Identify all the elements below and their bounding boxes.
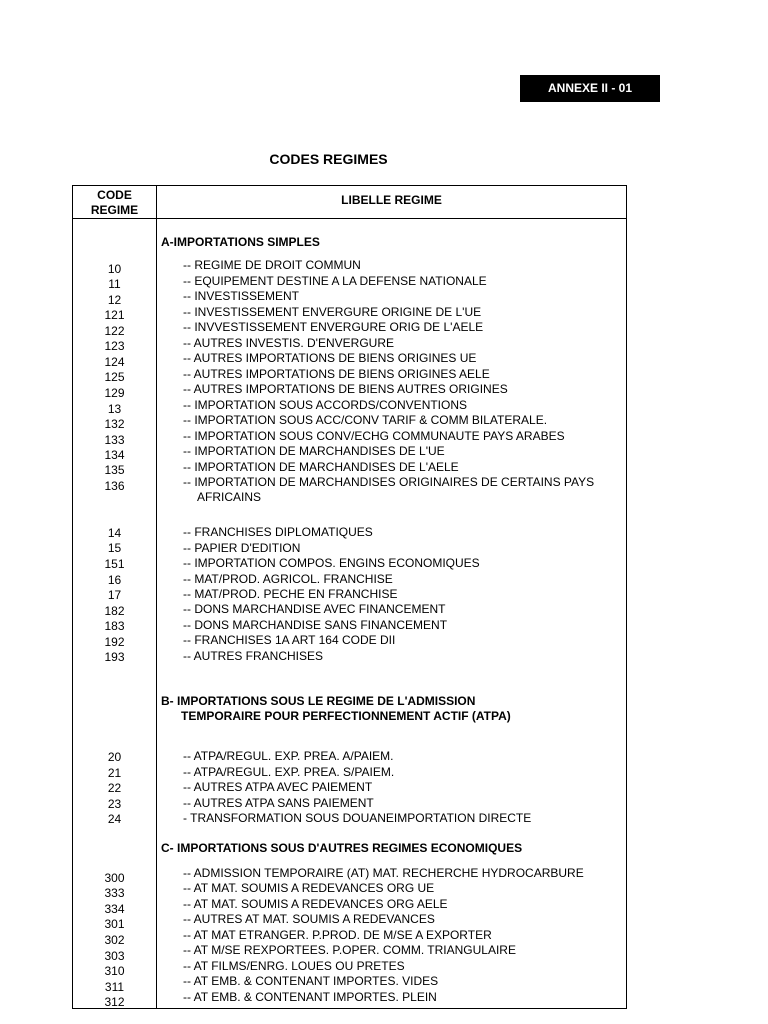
regime-code: 312 [104,995,125,1009]
regime-label [183,749,623,764]
regime-code: 24 [107,812,122,826]
header-code-line2: REGIME [90,203,139,217]
regime-code: 300 [104,871,125,885]
regime-code: 132 [104,417,125,431]
regime-label [183,602,623,617]
header-divider [73,218,626,219]
column-divider [156,186,157,1008]
regime-label-text: -- AT FILMS/ENRG. LOUES OU PRETES [183,959,405,973]
regime-label-text: -- AUTRES IMPORTATIONS DE BIENS ORIGINES UE [183,351,477,365]
regime-label-text: -- AUTRES AT MAT. SOUMIS A REDEVANCES [183,912,435,926]
regime-code: 21 [107,766,122,780]
regime-label-continuation: AFRICAINS [197,490,262,504]
regime-label-text: -- AT MAT ETRANGER. P.PROD. DE M/SE A EXPORTER [183,928,492,942]
regime-label [183,444,623,459]
regime-code: 136 [104,479,125,493]
regime-code: 15 [107,541,122,555]
regime-code: 123 [104,339,125,353]
regime-label-text: -- IMPORTATION SOUS ACC/CONV TARIF & COMM BILATERALE. [183,413,548,427]
regime-label-text: -- IMPORTATION COMPOS. ENGINS ECONOMIQUES [183,556,480,570]
regime-label-text: -- AT MAT. SOUMIS A REDEVANCES ORG UE [183,881,435,895]
section-title-c [161,841,522,856]
regime-code: 193 [104,650,125,664]
regime-label-text: -- REGIME DE DROIT COMMUN [183,258,361,272]
regime-label-text: -- ATPA/REGUL. EXP. PREA. A/PAIEM. [183,749,394,763]
regime-code: 311 [104,980,125,994]
regime-label [183,572,623,587]
regime-label-text: -- INVVESTISSEMENT ENVERGURE ORIG DE L'AELE [183,320,484,334]
section-title-b [161,694,511,724]
section-b-line1: B- IMPORTATIONS SOUS LE REGIME DE L'ADMISSION [161,694,476,708]
regime-label [183,943,623,958]
regime-label-text: -- INVESTISSEMENT [183,289,300,303]
regime-label-text: -- IMPORTATION DE MARCHANDISES DE L'UE [183,444,445,458]
regime-code: 11 [108,277,121,291]
regime-code: 16 [107,573,122,587]
regime-label-text: -- AT EMB. & CONTENANT IMPORTES. PLEIN [183,990,437,1004]
regime-code: 124 [104,355,125,369]
regime-code: 192 [104,635,125,649]
regime-label-text: -- AUTRES ATPA SANS PAIEMENT [183,796,374,810]
regime-label [183,897,623,912]
regime-label [183,525,623,540]
regime-label-text: -- MAT/PROD. AGRICOL. FRANCHISE [183,572,393,586]
regime-label [183,959,623,974]
regime-code: 151 [104,557,125,571]
regime-label [183,382,623,397]
regime-label [183,587,623,602]
regime-label-text: -- FRANCHISES 1A ART 164 CODE DII [183,633,396,647]
regime-code: 129 [104,386,125,400]
regime-label [183,811,623,826]
regime-label [183,258,623,273]
regime-label [183,928,623,943]
regime-label [183,796,623,811]
regime-label-text: -- IMPORTATION DE MARCHANDISES DE L'AELE [183,460,459,474]
regime-label [183,274,623,289]
regime-label [183,367,623,382]
regime-label-text: -- DONS MARCHANDISE AVEC FINANCEMENT [183,602,446,616]
header-libelle-regime: LIBELLE REGIME [341,193,442,207]
regime-code: 10 [107,262,122,276]
regime-label-text: -- FRANCHISES DIPLOMATIQUES [183,525,373,539]
regime-label [183,398,623,413]
section-c-line1: C- IMPORTATIONS SOUS D'AUTRES REGIMES ECONOMIQUES [161,841,523,855]
regime-codes-table [72,185,627,1009]
regime-label [183,633,623,648]
regime-code: 125 [104,370,125,384]
regime-label-text: -- AUTRES INVESTIS. D'ENVERGURE [183,336,394,350]
regime-code: 133 [104,433,125,447]
regime-label-text: -- MAT/PROD. PECHE EN FRANCHISE [183,587,398,601]
regime-code: 333 [104,886,125,900]
regime-label [183,475,623,505]
regime-label [183,912,623,927]
regime-label-text: -- DONS MARCHANDISE SANS FINANCEMENT [183,618,448,632]
regime-code: 13 [107,402,122,416]
regime-label-text: -- ATPA/REGUL. EXP. PREA. S/PAIEM. [183,765,395,779]
regime-label [183,556,623,571]
regime-label [183,765,623,780]
regime-code: 17 [107,588,122,602]
regime-label [183,990,623,1005]
regime-label-text: -- IMPORTATION SOUS ACCORDS/CONVENTIONS [183,398,468,412]
regime-code: 301 [104,917,125,931]
regime-label-text: -- AT M/SE REXPORTEES. P.OPER. COMM. TRIANGULAIRE [183,943,516,957]
regime-label-text: -- AT EMB. & CONTENANT IMPORTES. VIDES [183,974,439,988]
regime-label [183,649,623,664]
regime-label [183,974,623,989]
regime-label [183,541,623,556]
regime-label-text: -- IMPORTATION SOUS CONV/ECHG COMMUNAUTE PAYS ARABES [183,429,565,443]
regime-code: 23 [107,797,122,811]
regime-label [183,320,623,335]
regime-label [183,429,623,444]
regime-label [183,460,623,475]
annex-label: ANNEXE II - 01 [520,75,660,102]
regime-label-text: -- AUTRES IMPORTATIONS DE BIENS ORIGINES AELE [183,367,490,381]
page-title: CODES REGIMES [269,151,388,167]
regime-label-text: -- AT MAT. SOUMIS A REDEVANCES ORG AELE [183,897,448,911]
regime-code: 134 [104,448,125,462]
regime-label-text: -- AUTRES FRANCHISES [183,649,324,663]
regime-label [183,866,623,881]
regime-label-text: -- AUTRES ATPA AVEC PAIEMENT [183,780,373,794]
regime-label-text: -- ADMISSION TEMPORAIRE (AT) MAT. RECHERCHE HYDROCARBURE [183,866,584,880]
regime-code: 183 [104,619,125,633]
regime-label [183,780,623,795]
regime-label [183,305,623,320]
header-code-line1: CODE [97,188,132,202]
regime-code: 182 [104,604,125,618]
regime-code: 334 [104,902,125,916]
regime-code: 12 [107,293,122,307]
regime-code: 14 [107,526,122,540]
regime-label [183,289,623,304]
regime-code: 310 [104,964,125,978]
regime-label [183,336,623,351]
regime-label-text: -- EQUIPEMENT DESTINE A LA DEFENSE NATIONALE [183,274,487,288]
regime-code: 20 [107,750,122,764]
regime-code: 22 [107,781,122,795]
regime-label-text: -- INVESTISSEMENT ENVERGURE ORIGINE DE L'UE [183,305,482,319]
regime-label [183,351,623,366]
regime-label-text: -- AUTRES IMPORTATIONS DE BIENS AUTRES ORIGINES [183,382,508,396]
regime-code: 122 [104,324,125,338]
regime-label [183,618,623,633]
regime-code: 303 [104,949,125,963]
regime-label [183,413,623,428]
regime-label-text: - TRANSFORMATION SOUS DOUANEIMPORTATION DIRECTE [183,811,532,825]
regime-label-text: -- PAPIER D'EDITION [183,541,301,555]
regime-code: 302 [104,933,125,947]
regime-code: 121 [104,308,125,322]
regime-code: 135 [104,463,125,477]
regime-label-text: -- IMPORTATION DE MARCHANDISES ORIGINAIRES DE CERTAINS PAYS [183,475,595,489]
header-code-regime [73,188,156,218]
section-title-a [161,235,320,250]
regime-label [183,881,623,896]
section-a-line1: A-IMPORTATIONS SIMPLES [161,235,320,249]
section-b-line2: TEMPORAIRE POUR PERFECTIONNEMENT ACTIF (ATPA) [181,709,511,723]
